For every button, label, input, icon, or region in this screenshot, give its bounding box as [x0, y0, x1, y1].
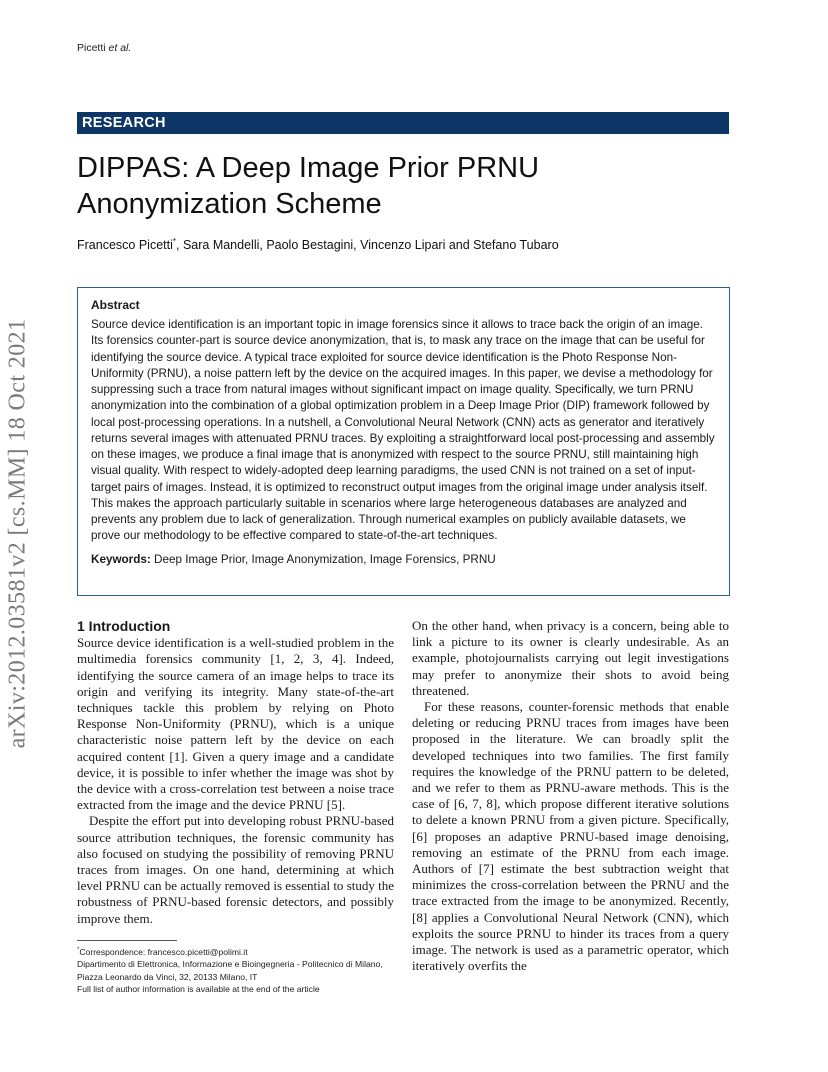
- article-type-banner: RESEARCH: [77, 112, 729, 134]
- left-column: [77, 618, 394, 927]
- section-heading-introduction: 1 Introduction: [77, 618, 171, 634]
- right-column: [412, 618, 729, 974]
- keywords: [91, 552, 717, 568]
- author-list: [77, 237, 559, 252]
- footnote-mark: *: [77, 947, 80, 953]
- intro-paragraph-3: On the other hand, when privacy is a concern, being able to link a picture to its owner is clearly undesirable. As an example, photojournalists carrying out legit investigations may prefer to anonymize their shots to avoid being threatened.: [412, 618, 729, 698]
- footnotes: [77, 944, 397, 996]
- keywords-list: Deep Image Prior, Image Anonymization, Image Forensics, PRNU: [154, 552, 496, 566]
- footnote-full-list: Full list of author information is available at the end of the article: [77, 984, 320, 995]
- arxiv-stamp: arXiv:2012.03581v2 [cs.MM] 18 Oct 2021: [4, 318, 31, 749]
- footnote-correspondence: [77, 944, 397, 958]
- intro-paragraph-2: Despite the effort put into developing robust PRNU-based source attribution techniques, the forensic community has also focused on studying the possibility of removing PRNU traces from images. On one hand, determining at which level PRNU can be actually removed is essential to study the robustness of PRNU-based forensic detectors, and possibly improve them.: [77, 813, 394, 926]
- paper-title: DIPPAS: A Deep Image Prior PRNU Anonymization Scheme: [77, 152, 540, 220]
- other-authors: , Sara Mandelli, Paolo Bestagini, Vincenzo Lipari and Stefano Tubaro: [176, 238, 559, 253]
- abstract-box: [77, 287, 730, 596]
- running-head: [77, 42, 131, 54]
- corresponding-mark: *: [172, 237, 176, 246]
- abstract-heading: Abstract: [91, 298, 140, 312]
- first-author: Francesco Picetti: [77, 238, 173, 253]
- correspondence-email: Correspondence: francesco.picetti@polimi.it: [79, 946, 248, 957]
- running-head-etal: et al.: [108, 42, 132, 54]
- intro-paragraph-1: Source device identification is a well-studied problem in the multimedia forensics community [1, 2, 3, 4]. Indeed, identifying the source camera of an image helps to trace its origin and verifying its integrity. Many state-of-the-art techniques tackle this problem by relying on Photo Response Non-Uniformity (PRNU), which is a unique characteristic noise pattern left by the device on each acquired content [1]. Given a query image and a candidate device, it is possible to infer whether the image was shot by the device with a cross-correlation test between a noise trace extracted from the image and the device PRNU [5].: [77, 635, 394, 813]
- running-head-author: Picetti: [77, 42, 106, 54]
- intro-paragraph-4: For these reasons, counter-forensic methods that enable deleting or reducing PRNU traces from images have been proposed in the literature. We can broadly split the developed techniques into two families. The first family requires the knowledge of the PRNU pattern to be deleted, and we refer to them as PRNU-aware methods. This is the case of [6, 7, 8], which propose different iterative solutions to delete a known PRNU from a given picture. Specifically, [6] proposes an adaptive PRNU-based image denoising, removing an estimate of the PRNU from each image. Authors of [7] estimate the best subtraction weight that minimizes the cross-correlation between the PRNU and the trace extracted from the image to be anonymized. Recently, [8] applies a Convolutional Neural Network (CNN), which exploits the source PRNU to hinder its traces from a query image. The network is used as a parametric operator, which iteratively overfits the: [412, 699, 729, 974]
- footnote-affiliation: Dipartimento di Elettronica, Informazione e Bioingegneria - Politecnico di Milano, Piazza Leonardo da Vinci, 32, 20133 Milano, IT: [77, 959, 383, 982]
- keywords-label: Keywords:: [91, 552, 151, 566]
- footnote-rule: [77, 940, 177, 941]
- abstract-text: Source device identification is an important topic in image forensics since it allows to trace back the origin of an image. Its forensics counter-part is source device anonymization, that is, to mask any trace on the image that can be useful for identifying the source device. A typical trace exploited for source device identification is the Photo Response Non-Uniformity (PRNU), a noise pattern left by the device on the acquired images. In this paper, we devise a methodology for suppressing such a trace from natural images without significant impact on image quality. Specifically, we turn PRNU anonymization into the combination of a global optimization problem in a Deep Image Prior (DIP) framework followed by local post-processing operations. In a nutshell, a Convolutional Neural Network (CNN) acts as generator and iteratively returns several images with attenuated PRNU traces. By exploiting a straightforward local post-processing and assembly on these images, we produce a final image that is anonymized with respect to the source PRNU, still maintaining high visual quality. With respect to widely-adopted deep learning paradigms, the used CNN is not trained on a set of input-target pairs of images. Instead, it is optimized to reconstruct output images from the original image under analysis itself. This makes the approach particularly suitable in scenarios where large heterogeneous databases are analyzed and prevents any problem due to lack of generalization. Through numerical examples on publicly available datasets, we prove our methodology to be effective compared to state-of-the-art techniques.: [91, 318, 715, 543]
